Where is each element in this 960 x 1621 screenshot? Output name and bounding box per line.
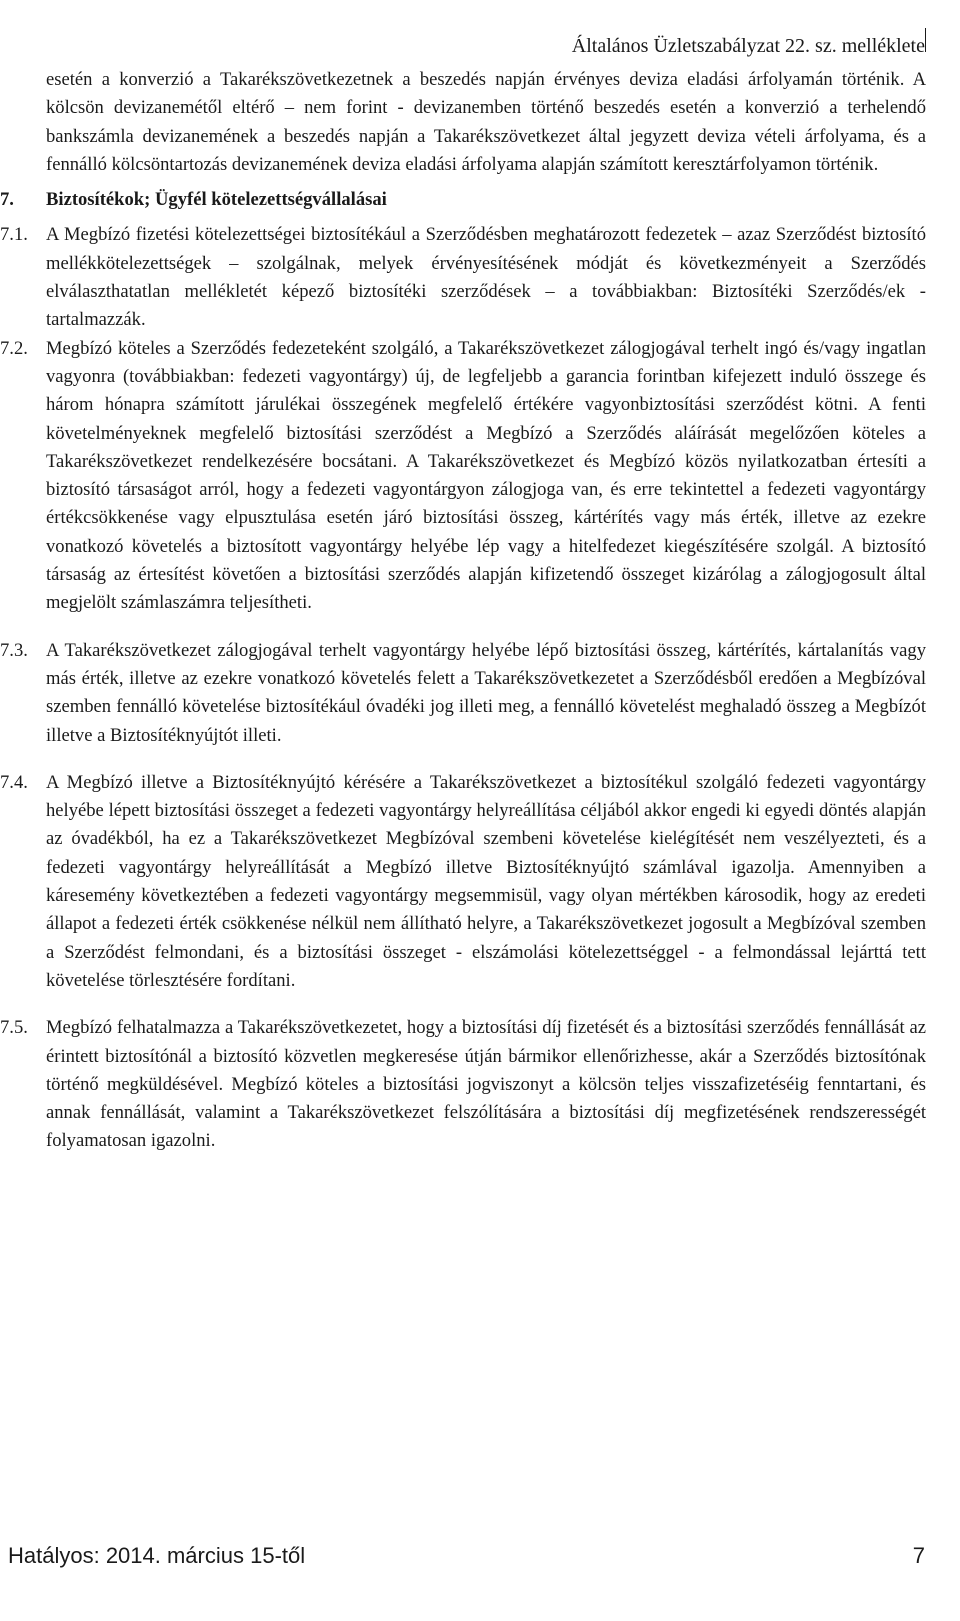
header-margin-rule (925, 28, 926, 52)
page-footer (0, 1540, 960, 1580)
clause-number: 7.1. (0, 224, 28, 246)
section-heading (0, 186, 926, 214)
clause-number: 7.2. (0, 337, 28, 359)
clause-7-4 (0, 769, 926, 995)
document-body (0, 66, 926, 1156)
effective-date: Hatályos: 2014. március 15-től (8, 1543, 306, 1568)
intro-paragraph: esetén a konverzió a Takarékszövetkezetnek a beszedés napján érvényes deviza eladási árfolyamán történik. A kölcsön devizanemétől eltérő – nem forint - devizanemben történő beszedés esetén a konverzió a terhelendő bankszámla devizanemének a beszedés napján a Takarékszövetkezet által jegyzett deviza vételi árfolyama, és a fennálló kölcsöntartozás devizanemének deviza eladási árfolyama alapján számított keresztárfolyamon történik. (46, 69, 926, 175)
clause-7-1 (0, 221, 926, 334)
clause-text: Megbízó felhatalmazza a Takarékszövetkezetet, hogy a biztosítási díj fizetését és a biztosítási szerződés fennállását az érintett biztosítónál a biztosító közvetlen megkeresése útján bármikor ellenőrizhesse, akár a Szerződés biztosítónak történő megküldésével. Megbízó köteles a biztosítási jogviszonyt a kölcsön teljes visszafizetéséig fenntartani, és annak fennállását, valamint a Takarékszövetkezet felszólítására a biztosítási díj megfizetésének rendszerességét folyamatosan igazolni. (46, 1017, 926, 1152)
clause-number: 7.4. (0, 771, 28, 793)
clause-number: 7.3. (0, 639, 28, 661)
clause-text: A Takarékszövetkezet zálogjogával terhelt vagyontárgy helyébe lépő biztosítási összeg, kártérítés, kártalanítás vagy más érték, illetve az ezekre vonatkozó követelés felett a Takarékszövetkezetet a Szerződésből eredően a Megbízóval szemben fennálló követelése biztosítékául óvadéki jog illeti meg, a fennálló követelést meghaladó összeg a Megbízót illetve a Biztosítéknyújtót illeti. (46, 639, 926, 746)
page-header: Általános Üzletszabályzat 22. sz. melléklete (571, 35, 925, 57)
section-number: 7. (0, 189, 14, 211)
clause-text: A Megbízó fizetési kötelezettségei biztosítékául a Szerződésben meghatározott fedezetek – azaz Szerződést biztosító mellékkötelezettségek – szolgálnak, melyek érvényesítésének módját és következményeit a Szerződés elválaszthatatlan mellékletét képező biztosítéki szerződések – a továbbiakban: Biztosítéki Szerződés/ek - tartalmazzák. (46, 224, 926, 331)
section-title: Biztosítékok; Ügyfél kötelezettségvállalásai (46, 189, 387, 211)
clause-7-3 (0, 637, 926, 750)
clause-text: Megbízó köteles a Szerződés fedezeteként szolgáló, a Takarékszövetkezet zálogjogával terhelt ingó és/vagy ingatlan vagyonra (továbbiakban: fedezeti vagyontárgy) új, de legfeljebb a garancia forintban kifejezett induló összege és három hónapra számított járulékai összegének megfelelő értékére vagyonbiztosítási szerződést kötni. A fenti követelményeknek megfelelő biztosítási szerződést a Megbízó a Szerződés aláírását megelőzően köteles a Takarékszövetkezet rendelkezésére bocsátani. A Takarékszövetkezet és Megbízó közös nyilatkozatban értesíti a biztosító társaságot arról, hogy a fedezeti vagyontárgyon zálogjoga van, és erre tekintettel a fedezeti vagyontárgy értékcsökkenése vagy elpusztulása esetén járó biztosítási összeg, kártérítés vagy más érték, illetve az ezekre vonatkozó követelés a biztosított vagyontárgy helyébe lép vagy a hitelfedezet kiegészítésére szolgál. A biztosító társaság az értesítést követően a biztosítási szerződés alapján kifizetendő összeget kizárólag a zálogjogosult által megjelölt számlaszámra teljesítheti. (46, 337, 926, 614)
clause-number: 7.5. (0, 1017, 28, 1039)
clause-7-5 (0, 1014, 926, 1155)
clause-text: A Megbízó illetve a Biztosítéknyújtó kérésére a Takarékszövetkezet a biztosítékul szolgáló fedezeti vagyontárgy helyébe lépett biztosítási összeget a fedezeti vagyontárgy helyreállítása céljából akkor engedi ki egyedi döntés alapján az óvadékból, ha ez a Takarékszövetkezet Megbízóval szembeni követelése kielégítését nem veszélyezteti, és a fedezeti vagyontárgy helyreállítását a Megbízó illetve Biztosítéknyújtó számlával igazolja. Amennyiben a káresemény következtében a fedezeti vagyontárgy megsemmisül, vagy olyan mértékben károsodik, hogy az eredeti állapot a fedezeti érték csökkenése nélkül nem állítható helyre, a Takarékszövetkezet jogosult a Megbízóval szemben a Szerződést felmondani, és a biztosítási összeget - elszámolási kötelezettséggel - a felmondással lejárttá tett követelése törlesztésére fordítani. (46, 771, 926, 991)
page-number: 7 (912, 1543, 925, 1568)
clause-7-2 (0, 335, 926, 618)
